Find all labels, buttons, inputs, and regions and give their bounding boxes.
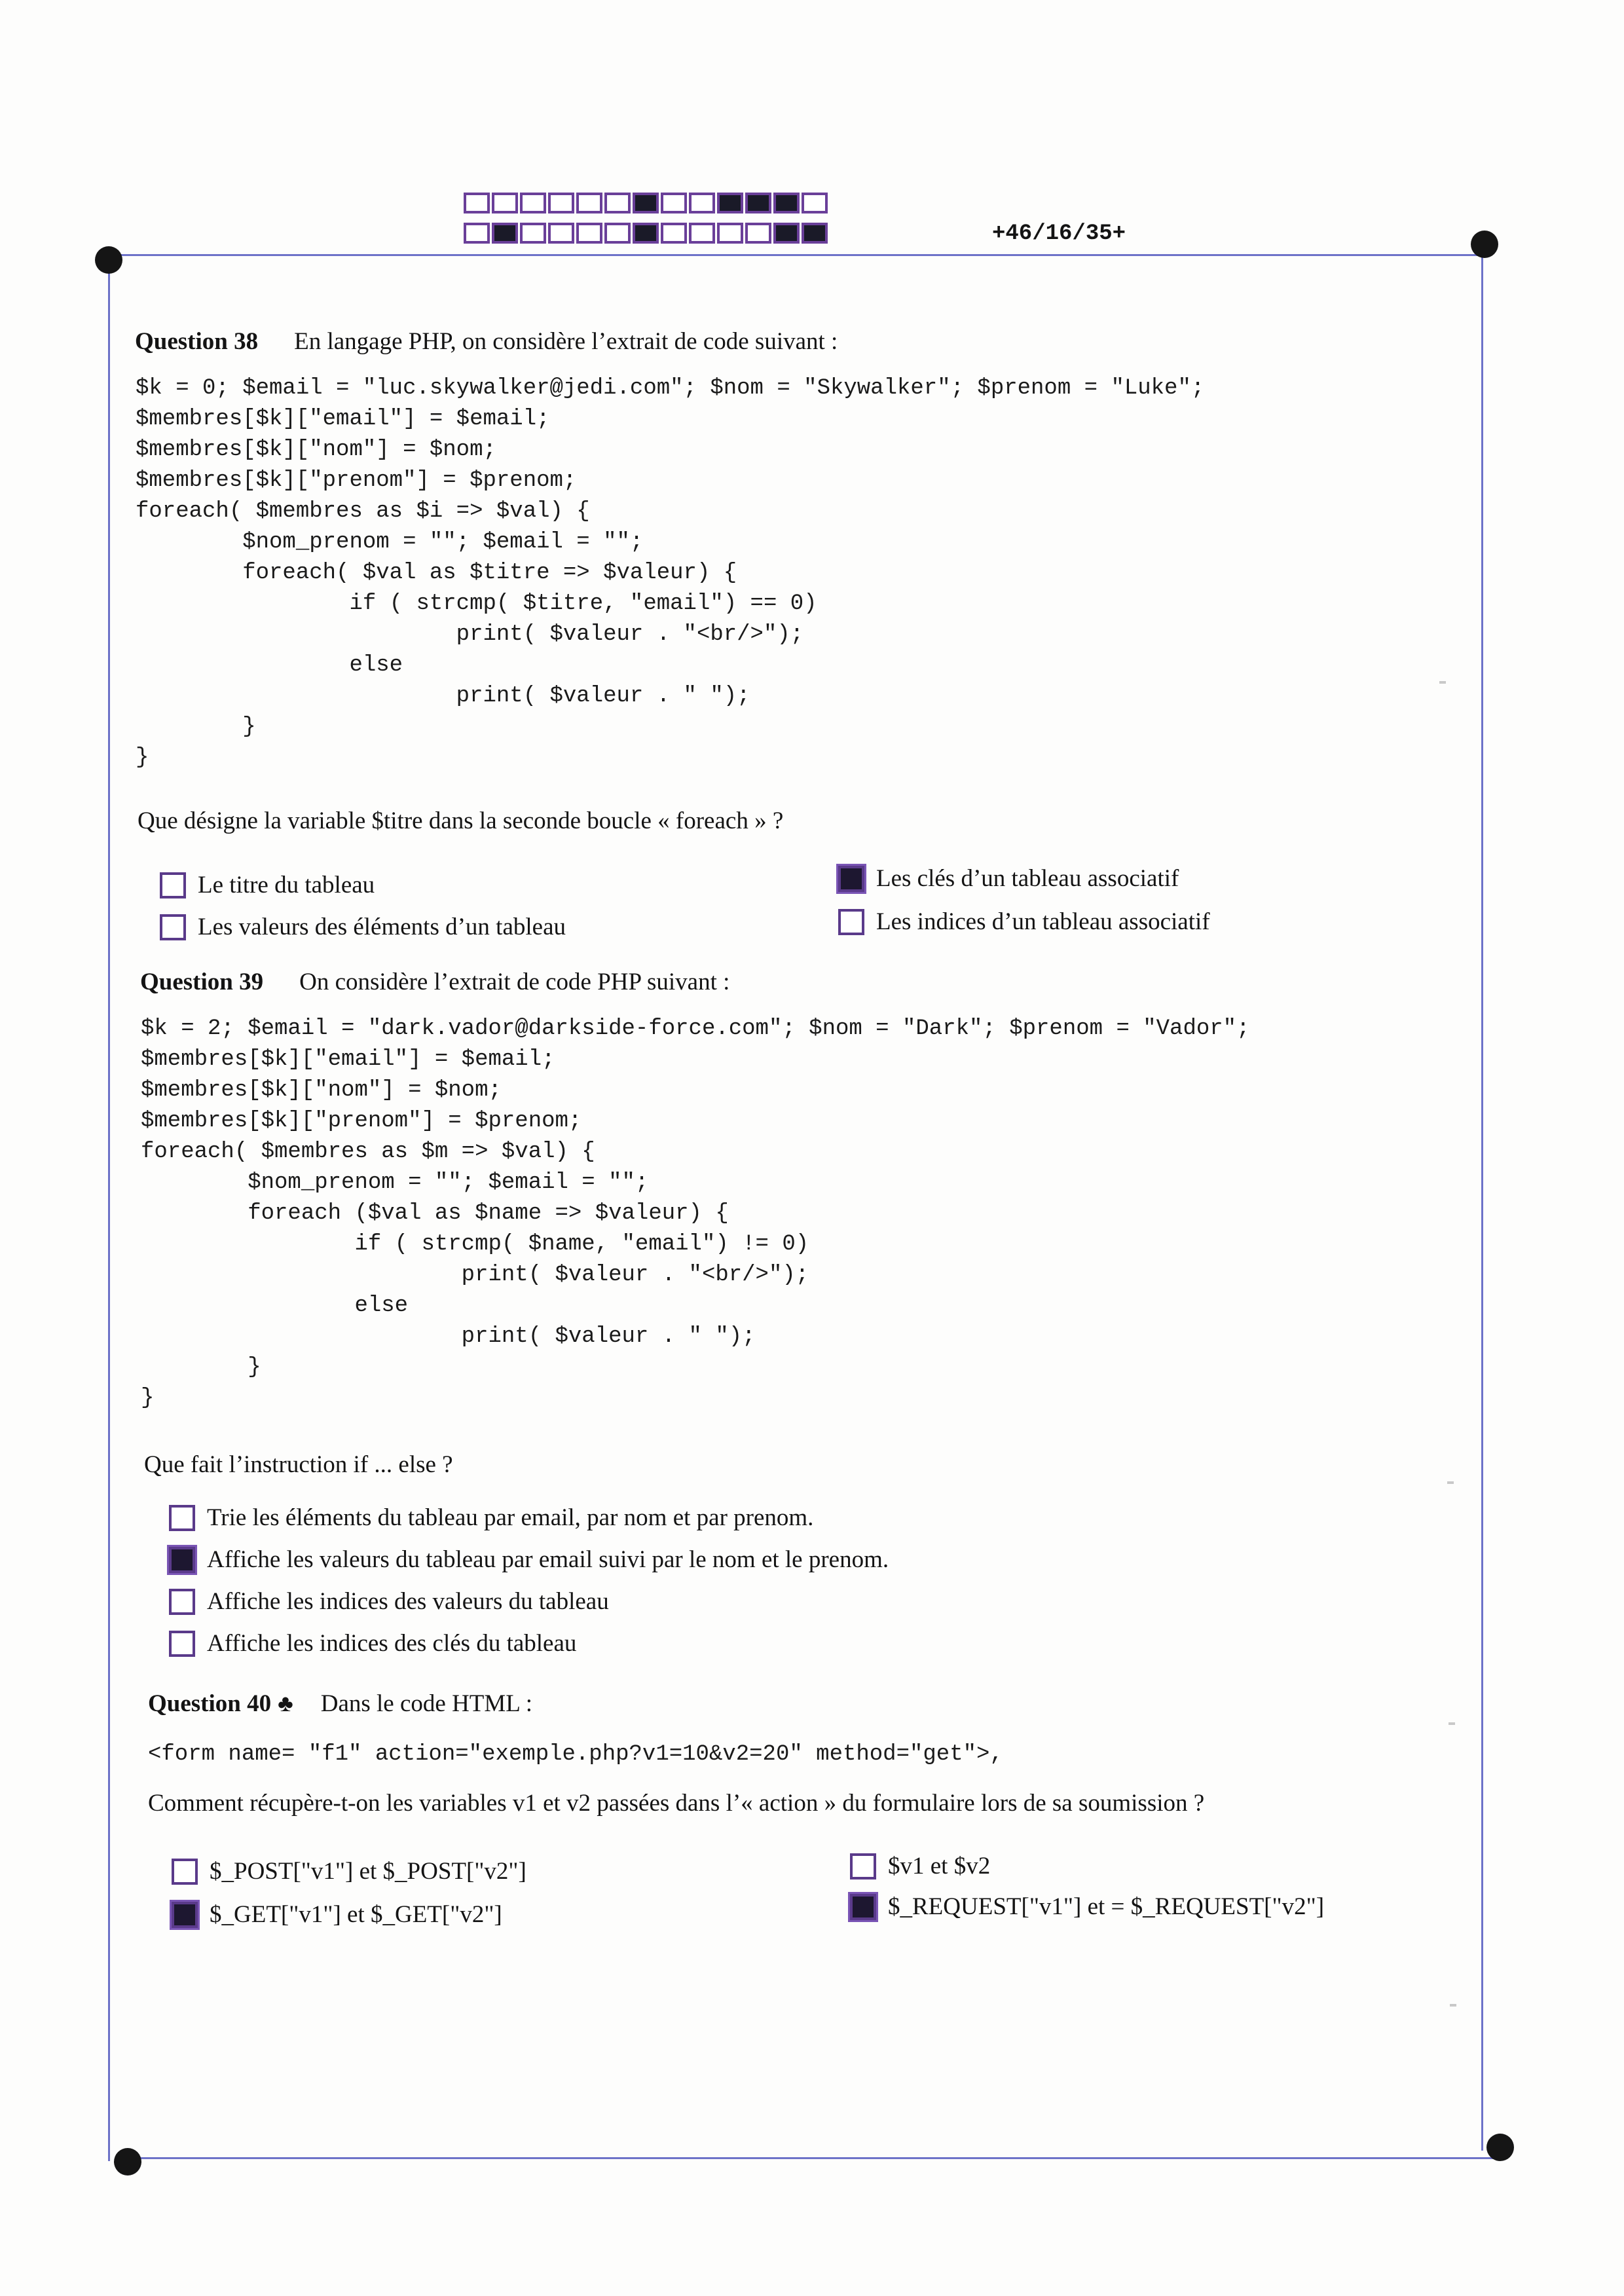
barcode-cell (464, 223, 490, 244)
choice-label: $_GET["v1"] et $_GET["v2"] (210, 1901, 502, 1928)
barcode-cell (802, 223, 828, 244)
question-38-choice-2[interactable] (160, 913, 566, 941)
barcode-cell (717, 193, 743, 213)
question-40-choice-4[interactable] (850, 1893, 1324, 1921)
question-40-choice-3[interactable] (850, 1852, 990, 1880)
choice-label: Affiche les indices des clés du tableau (207, 1630, 577, 1657)
corner-mark-bottom-left (114, 2148, 141, 2176)
choice-label: Affiche les valeurs du tableau par email suivi par le nom et le prenom. (207, 1546, 889, 1573)
question-38-label: Question 38 (135, 328, 259, 355)
question-39-choice-2[interactable] (169, 1546, 889, 1574)
question-38-header (135, 327, 838, 356)
question-40-intro: Dans le code HTML : (320, 1690, 533, 1717)
barcode-cell (745, 223, 771, 244)
barcode-cell (604, 193, 631, 213)
barcode-row-1 (464, 193, 830, 213)
checkbox[interactable] (160, 914, 186, 940)
frame-right (1481, 242, 1483, 2151)
question-38-choice-3[interactable] (838, 864, 1179, 893)
scan-mark (1439, 681, 1446, 684)
question-40-choice-1[interactable] (172, 1857, 526, 1885)
choice-label: $_POST["v1"] et $_POST["v2"] (210, 1858, 526, 1885)
checkbox[interactable] (850, 1894, 876, 1920)
checkbox[interactable] (160, 872, 186, 898)
question-40-prompt: Comment récupère-t-on les variables v1 et v2 passées dans l’« action » du formulaire lors de sa soumission ? (148, 1790, 1205, 1817)
club-icon: ♣ (278, 1690, 293, 1716)
barcode-cell (576, 193, 602, 213)
barcode-row-2 (464, 223, 830, 244)
barcode-cell (633, 193, 659, 213)
choice-label: $_REQUEST["v1"] et = $_REQUEST["v2"] (888, 1893, 1325, 1920)
barcode-cell (520, 223, 546, 244)
choice-label: Les clés d’un tableau associatif (876, 865, 1179, 892)
barcode-cell (773, 193, 800, 213)
barcode-cell (576, 223, 602, 244)
question-39-choice-3[interactable] (169, 1587, 609, 1616)
question-40-code: <form name= "f1" action="exemple.php?v1=10&v2=20" method="get">, (148, 1742, 1003, 1767)
frame-bottom (128, 2157, 1499, 2159)
scan-mark (1449, 1722, 1455, 1725)
question-39-choice-1[interactable] (169, 1504, 813, 1532)
question-38-choice-1[interactable] (160, 871, 375, 899)
choice-label: Les indices d’un tableau associatif (876, 908, 1210, 935)
choice-label: Affiche les indices des valeurs du tableau (207, 1588, 609, 1615)
choice-label: Trie les éléments du tableau par email, par nom et par prenom. (207, 1504, 814, 1531)
barcode-cell (548, 223, 574, 244)
question-39-intro: On considère l’extrait de code PHP suivant : (299, 969, 730, 995)
question-39-choice-4[interactable] (169, 1629, 576, 1657)
checkbox[interactable] (172, 1902, 198, 1928)
checkbox[interactable] (169, 1589, 195, 1615)
barcode-cell (492, 193, 518, 213)
barcode-cell (633, 223, 659, 244)
barcode-cell (802, 193, 828, 213)
question-40-choice-2[interactable] (172, 1900, 502, 1929)
question-39-label: Question 39 (140, 969, 264, 995)
question-38-prompt: Que désigne la variable $titre dans la seconde boucle « foreach » ? (138, 807, 784, 834)
scan-mark (1450, 2004, 1456, 2007)
choice-label: $v1 et $v2 (888, 1853, 991, 1879)
barcode-cell (604, 223, 631, 244)
question-38-choice-4[interactable] (838, 908, 1210, 936)
checkbox[interactable] (850, 1853, 876, 1879)
barcode-cell (717, 223, 743, 244)
checkbox[interactable] (838, 866, 864, 892)
checkbox[interactable] (169, 1631, 195, 1657)
barcode-cell (689, 223, 715, 244)
checkbox[interactable] (838, 909, 864, 935)
question-38-intro: En langage PHP, on considère l’extrait de code suivant : (294, 328, 838, 355)
barcode-cell (745, 193, 771, 213)
barcode-cell (520, 193, 546, 213)
barcode-cell (548, 193, 574, 213)
frame-top (108, 254, 1483, 256)
barcode-cell (689, 193, 715, 213)
corner-mark-bottom-right (1486, 2134, 1514, 2161)
question-39-header (140, 968, 729, 996)
barcode-cell (661, 193, 687, 213)
choice-label: Les valeurs des éléments d’un tableau (198, 914, 566, 940)
corner-mark-top-left (95, 246, 122, 274)
barcode-cell (661, 223, 687, 244)
question-40-label: Question 40 (148, 1690, 272, 1717)
frame-left (108, 254, 110, 2161)
checkbox[interactable] (169, 1505, 195, 1531)
barcode-cell (773, 223, 800, 244)
page-id: +46/16/35+ (992, 221, 1126, 246)
scan-mark (1447, 1481, 1454, 1484)
barcode-cell (464, 193, 490, 213)
choice-label: Le titre du tableau (198, 872, 375, 898)
question-39-prompt: Que fait l’instruction if ... else ? (144, 1451, 453, 1478)
checkbox[interactable] (169, 1547, 195, 1573)
question-38-code: $k = 0; $email = "luc.skywalker@jedi.com"; $nom = "Skywalker"; $prenom = "Luke"; $membres[$k]["email"] = $email; $membres[$k]["nom"] = $nom; $membres[$k]["prenom"] = $prenom; foreach( $membres as $i => $val) { $nom_prenom = ""; $email = ""; foreach( $val as $titre => $valeur) { if ( strcmp( $titre, "email") == 0) print( $valeur . "<br/>"); else print( $valeur . " "); } } (136, 376, 1205, 770)
barcode-cell (492, 223, 518, 244)
checkbox[interactable] (172, 1859, 198, 1885)
corner-mark-top-right (1471, 231, 1498, 258)
question-39-code: $k = 2; $email = "dark.vador@darkside-force.com"; $nom = "Dark"; $prenom = "Vador"; $membres[$k]["email"] = $email; $membres[$k]["nom"] = $nom; $membres[$k]["prenom"] = $prenom; foreach( $membres as $m => $val) { $nom_prenom = ""; $email = ""; foreach ($val as $name => $valeur) { if ( strcmp( $name, "email") != 0) print( $valeur . "<br/>"); else print( $valeur . " "); } } (141, 1016, 1250, 1411)
question-40-header (148, 1690, 532, 1718)
